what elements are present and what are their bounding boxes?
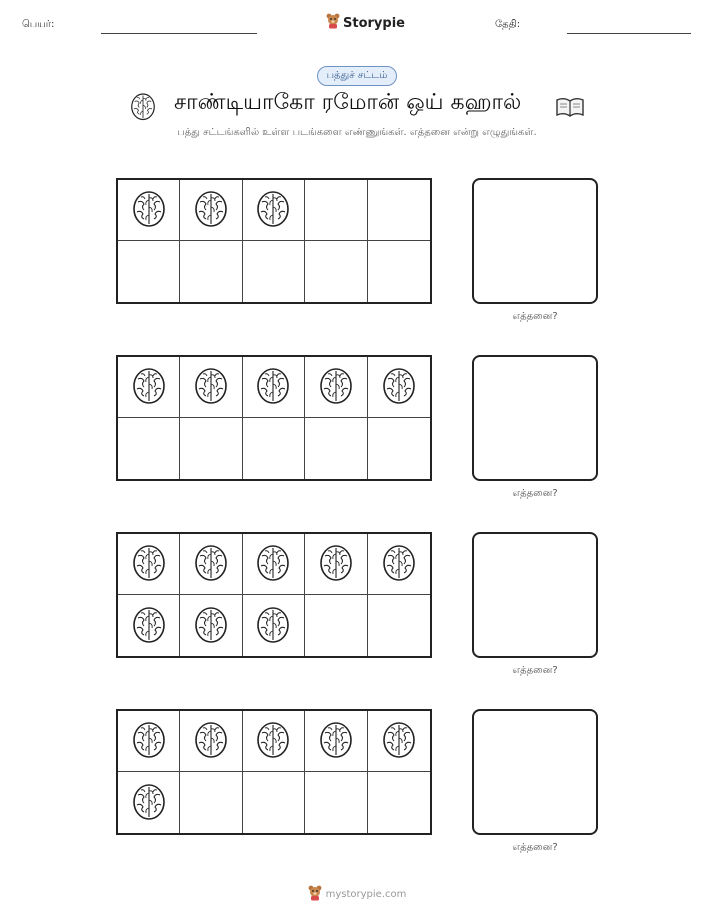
brain-icon [129,602,169,650]
frame-cell [368,241,430,302]
frame-cell [305,772,367,833]
topic-pill: பத்துச் சட்டம் [317,66,398,86]
brain-icon [129,363,169,411]
frame-cell [118,357,180,418]
frame-cell [368,534,430,595]
frame-cell [180,180,242,241]
brain-icon [253,363,293,411]
frame-cell [305,534,367,595]
answer-box-1[interactable] [472,178,598,304]
frame-cell [243,418,305,479]
brain-icon [129,779,169,827]
frame-cell [305,711,367,772]
brain-icon [191,186,231,234]
title-brain-icon [128,91,158,121]
frame-cell [368,595,430,656]
frame-cell [180,241,242,302]
brain-icon [253,540,293,588]
question-label-4: எத்தனை? [512,842,558,853]
frame-cell [243,357,305,418]
brain-icon [129,717,169,765]
frame-cell [118,241,180,302]
brain-icon [316,717,356,765]
frame-cell [118,711,180,772]
frame-cell [305,595,367,656]
page-title: சாண்டியாகோ ரமோன் ஒய் கஹால் [174,90,522,115]
title-book-icon [554,96,586,122]
frame-cell [243,180,305,241]
frame-cell [305,241,367,302]
frame-cell [243,772,305,833]
question-label-3: எத்தனை? [512,665,558,676]
brand [326,13,405,33]
ten-frame-4 [116,709,432,835]
frame-cell [243,711,305,772]
brain-icon [379,540,419,588]
frame-cell [368,180,430,241]
ten-frame-2 [116,355,432,481]
frame-cell [180,711,242,772]
frame-cell [180,772,242,833]
brain-icon [129,186,169,234]
frame-cell [243,595,305,656]
question-label-1: எத்தனை? [512,311,558,322]
frame-cell [118,534,180,595]
date-label: தேதி: [495,19,521,30]
frame-cell [305,357,367,418]
frame-cell [368,711,430,772]
name-line[interactable] [101,33,257,34]
frame-cell [118,772,180,833]
frame-cell [180,534,242,595]
ten-frame-1 [116,178,432,304]
frame-cell [118,180,180,241]
brain-icon [253,717,293,765]
frame-cell [243,534,305,595]
brain-icon [316,540,356,588]
brain-icon [379,717,419,765]
answer-box-4[interactable] [472,709,598,835]
brain-icon [379,363,419,411]
bear-logo-icon [308,885,322,904]
brain-icon [191,363,231,411]
brain-icon [253,602,293,650]
frame-cell [180,418,242,479]
brain-icon [253,186,293,234]
frame-cell [305,418,367,479]
frame-cell [368,357,430,418]
bear-logo-icon [326,13,340,33]
footer [308,885,407,904]
frame-cell [368,418,430,479]
answer-box-3[interactable] [472,532,598,658]
brain-icon [191,540,231,588]
answer-box-2[interactable] [472,355,598,481]
footer-url: mystorypie.com [325,889,407,900]
frame-cell [118,595,180,656]
date-line[interactable] [567,33,691,34]
frame-cell [180,357,242,418]
name-label: பெயர்: [22,19,55,30]
question-label-2: எத்தனை? [512,488,558,499]
frame-cell [305,180,367,241]
instructions: பத்து சட்டங்களில் உள்ள படங்களை எண்ணுங்கள். எத்தனை என்று எழுதுங்கள். [177,127,537,138]
frame-cell [118,418,180,479]
brain-icon [316,363,356,411]
brand-name: Storypie [343,15,405,31]
ten-frame-3 [116,532,432,658]
brain-icon [129,540,169,588]
brain-icon [191,602,231,650]
frame-cell [243,241,305,302]
frame-cell [180,595,242,656]
frame-cell [368,772,430,833]
brain-icon [191,717,231,765]
